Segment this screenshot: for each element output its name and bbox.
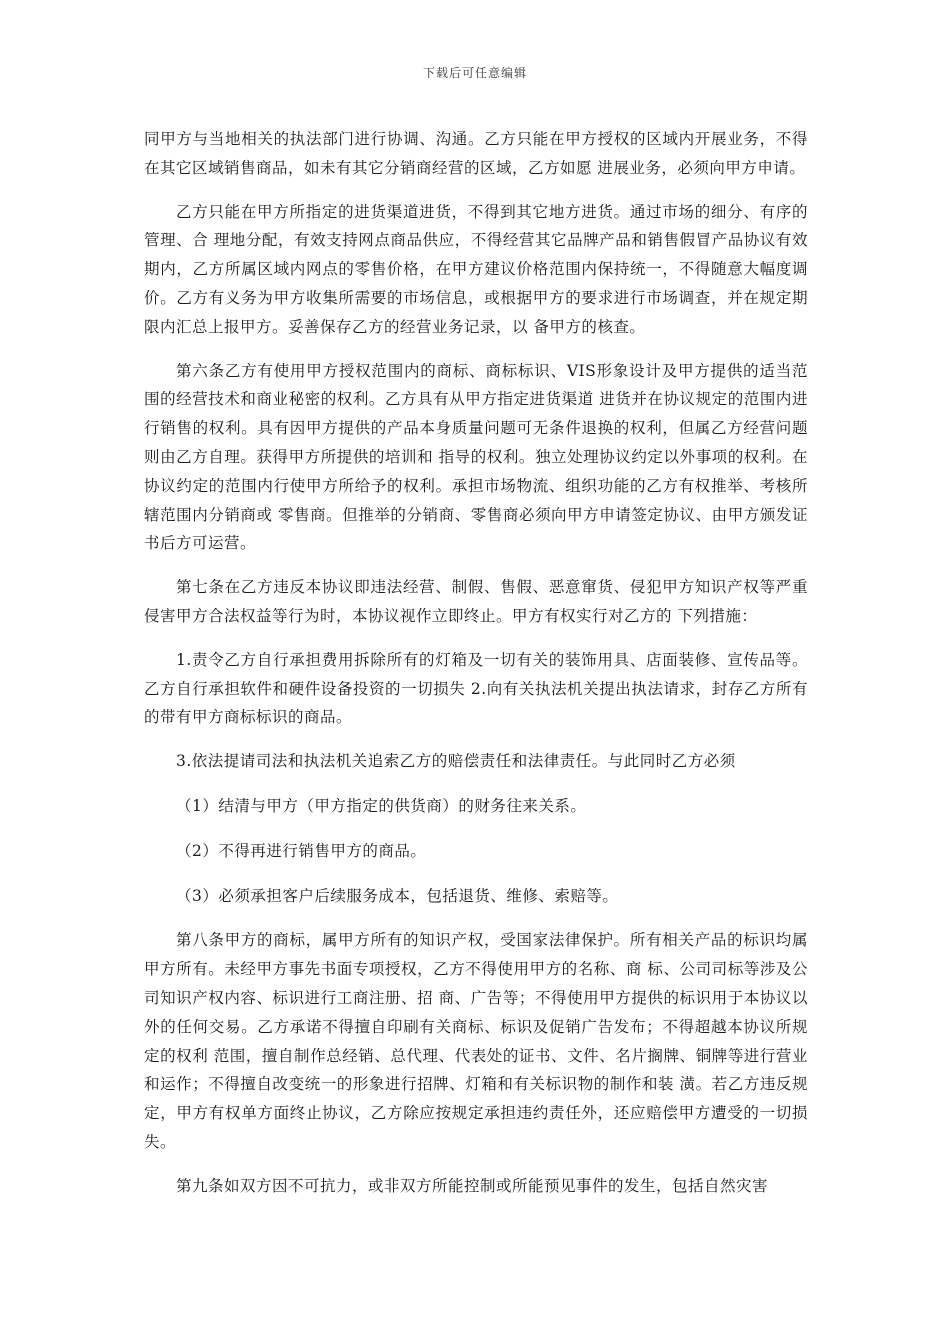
page-header: 下载后可任意编辑 [422, 66, 527, 80]
paragraph-article-8: 第八条甲方的商标，属甲方所有的知识产权，受国家法律保护。所有相关产品的标识均属甲方所有。未经甲方事先书面专项授权，乙方不得使用甲方的名称、商 标、公司司标等涉及公司知识产权内容、标识进行工商注册、招 商、广告等；不得使用甲方提供的标识用于本协议以外的任何交易。乙方承诺不得擅自印刷有关商标、标识及促销广告发布；不得超越本协议所规定的权利 范围，擅自制作总经销、总代理、代表处的证书、文件、名片搁牌、铜牌等进行营业和运作；不得擅自改变统一的形象进行招牌、灯箱和有关标识物的制作和装 潢。若乙方违反规定，甲方有权单方面终止协议，乙方除应按规定承担违约责任外，还应赔偿甲方遭受的一切损失。 [144, 931, 808, 1151]
paragraph-article-6: 第六条乙方有使用甲方授权范围内的商标、商标标识、VIS形象设计及甲方提供的适当范围的经营技术和商业秘密的权利。乙方具有从甲方指定进货渠道 进货并在协议规定的范围内进行销售的权利。具有因甲方提供的产品本身质量问题可无条件退换的权利，但属乙方经营问题则由乙方自理。获得甲方所提供的培训和 指导的权利。独立处理协议约定以外事项的权利。在协议约定的范围内行使甲方所给予的权利。承担市场物流、组织功能的乙方有权推举、考核所辖范围内分销商或 零售商。但推举的分销商、零售商必须向甲方申请签定协议、由甲方颁发证书后方可运营。 [144, 361, 808, 553]
paragraph-subitem-2: （2）不得再进行销售甲方的商品。 [176, 841, 427, 860]
document-body [144, 125, 808, 1216]
paragraph-purchase-channel: 乙方只能在甲方所指定的进货渠道进货，不得到其它地方进货。通过市场的细分、有序的管理、合 理地分配，有效支持网点商品供应，不得经营其它品牌产品和销售假冒产品协议有效期内，乙方所属区域内网点的零售价格，在甲方建议价格范围内保持统一，不得随意大幅度调价。乙方有义务为甲方收集所需要的市场信息，或根据甲方的要求进行市场调查，并在规定期限内汇总上报甲方。妥善保存乙方的经营业务记录，以 备甲方的核查。 [144, 202, 808, 336]
paragraph-article-7: 第七条在乙方违反本协议即违法经营、制假、售假、恶意窜货、侵犯甲方知识产权等严重侵害甲方合法权益等行为时，本协议视作立即终止。甲方有权实行对乙方的 下列措施： [144, 578, 808, 625]
paragraph-measure-3: 3.依法提请司法和执法机关追索乙方的赔偿责任和法律责任。与此同时乙方必须 [176, 752, 736, 771]
paragraph-subitem-1: （1）结清与甲方（甲方指定的供货商）的财务往来关系。 [176, 796, 587, 815]
paragraph-measure-1-2: 1.责令乙方自行承担费用拆除所有的灯箱及一切有关的装饰用具、店面装修、宣传品等。乙方自行承担软件和硬件设备投资的一切损失 2.向有关执法机关提出执法请求，封存乙方所有的带有甲方商标标识的商品。 [144, 650, 808, 727]
paragraph-article-9: 第九条如双方因不可抗力，或非双方所能控制或所能预见事件的发生，包括自然灾害 [176, 1176, 769, 1195]
paragraph-coordination: 同甲方与当地相关的执法部门进行协调、沟通。乙方只能在甲方授权的区域内开展业务，不得在其它区域销售商品，如未有其它分销商经营的区域，乙方如愿 进展业务，必须向甲方申请。 [144, 130, 808, 177]
paragraph-subitem-3: （3）必须承担客户后续服务成本，包括退货、维修、索赔等。 [176, 886, 619, 905]
